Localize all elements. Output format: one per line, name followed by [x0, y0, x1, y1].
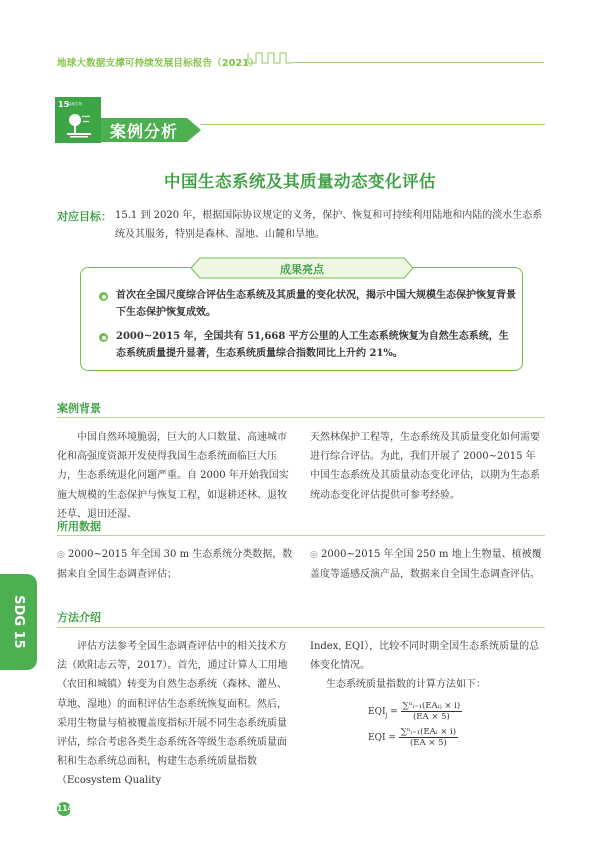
formula-1-numerator: ∑ⁿᵢ₌₁(EAᵢⱼ × i)	[402, 701, 461, 711]
formula-2-numerator: ∑ⁿᵢ₌₁(EAᵢ × i)	[400, 727, 457, 737]
target-text: 15.1 到 2020 年，根据国际协议规定的义务，保护、恢复和可持续利用陆地和内陆的淡水生态系统及其服务，特别是森林、湿地、山麓和旱地。	[115, 210, 543, 240]
background-rule	[57, 417, 545, 418]
formula-2-denominator: (EA × 5)	[409, 738, 447, 748]
bullet-icon	[99, 333, 108, 342]
method-heading: 方法介绍	[57, 611, 101, 624]
formula-1-lhs: EQI	[368, 707, 386, 717]
eqi-formula: EQI = $\frac{\text{∑ⁿᵢ₌₁(EAᵢ × i)}}{(EA \times 5)}$	[368, 727, 457, 748]
method-text-left: 评估方法参考全国生态调查评估中的相关技术方法（欧阳志云等，2017）。首先，通过计算人工用地（农田和城镇）转变为自然生态系统（森林、灌丛、草地、湿地）的面积评估生态系统恢复面积。然后，采用生物量与植被覆盖度指标开展不同生态系统质量评估，综合考虑各类生态系统各等级生态系统质量面积和生态系统总面积，构建生态系统质量指数（Ecosystem Quality	[57, 641, 288, 787]
data-item-2	[310, 545, 545, 584]
page-number: 114	[57, 802, 71, 816]
eqi-j-formula: $EQI_j$ = $\frac{\text{∑ⁿᵢ₌₁(EAᵢⱼ × i)}}{(EA \times 5)}$	[368, 701, 461, 722]
case-title: 中国生态系统及其质量动态变化评估	[164, 172, 436, 191]
section-band-arrow	[187, 118, 201, 142]
header-rule	[292, 62, 544, 63]
background-text-right: 天然林保护工程等，生态系统及其质量变化如何需要进行综合评估。为此，我们开展了 2000~2015 年中国生态系统及其质量动态变化评估，以期为生态系统动态变化评估提供可参考经验。	[310, 432, 540, 501]
data-item-2-text: 2000~2015 年全国 250 m 地上生物量、植被覆盖度等遥感反演产品，数据来自全国生态调查评估。	[310, 549, 542, 581]
formula-1-sub: j	[385, 711, 388, 719]
tree-birds-icon	[65, 111, 93, 139]
highlight-item-1: 首次在全国尺度综合评估生态系统及其质量的变化状况，揭示中国大规模生态保护恢复背景下生态保护恢复成效。	[116, 290, 516, 318]
target-label: 对应目标：	[57, 210, 112, 223]
data-heading: 所用数据	[57, 520, 101, 533]
highlight-item-2: 2000~2015 年，全国共有 51,668 平方公里的人工生态系统恢复为自然生态系统，生态系统质量提升显著，生态系统质量综合指数同比上升约 21%。	[116, 331, 509, 359]
method-text-right: Index, EQI），比较不同时期全国生态系统质量的总体变化情况。	[310, 641, 540, 672]
running-header-title: 地球大数据支撑可持续发展目标报告（2021）	[57, 58, 259, 69]
data-item-1-text: 2000~2015 年全国 30 m 生态系统分类数据，数据来自全国生态调查评估；	[57, 549, 293, 581]
data-rule	[57, 535, 545, 536]
background-text-left: 中国自然环境脆弱，巨大的人口数量、高速城市化和高强度资源开发使得我国生态系统面临巨大压力，生态系统退化问题严重。自 2000 年开始我国实施大规模的生态保护与恢复工程，如退耕还林、退牧还草、退田还湿、	[57, 432, 289, 520]
highlights-title: 成果亮点	[280, 263, 324, 276]
sdg-subtitle: 陆地生物	[68, 102, 82, 106]
sdg-number: 15	[58, 100, 70, 109]
header-decoration	[246, 51, 294, 65]
sdg-side-tab-label	[6, 590, 31, 654]
formula-2-lhs: EQI	[368, 733, 386, 743]
bullet-icon	[99, 292, 108, 301]
circle-bullet-icon: ◎	[57, 550, 65, 560]
method-rule	[57, 627, 545, 628]
data-item-1	[57, 545, 297, 584]
sdg-15-badge	[55, 97, 101, 143]
formula-1-denominator: (EA × 5)	[412, 712, 450, 722]
section-title: 案例分析	[110, 122, 179, 141]
method-formula-intro: 生态系统质量指数的计算方法如下：	[326, 679, 486, 690]
circle-bullet-icon: ◎	[310, 550, 318, 560]
background-heading: 案例背景	[57, 402, 101, 415]
sdg-side-tab-text: SDG 15	[11, 595, 26, 649]
section-rule	[200, 124, 545, 125]
